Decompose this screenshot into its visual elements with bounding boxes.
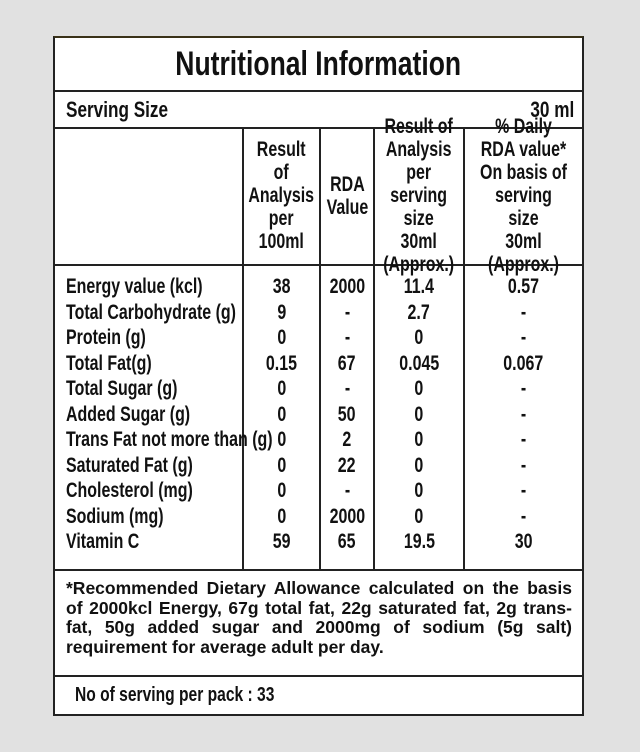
- table-row: [55, 377, 582, 403]
- table-row: [55, 326, 582, 352]
- table-row: [55, 479, 582, 505]
- daily-rda-percent: [465, 479, 582, 503]
- rda-value: [321, 505, 373, 529]
- rda-value: [321, 326, 373, 350]
- rda-footnote-text: *Recommended Dietary Allowance calculated on the basis of 2000kcl Energy, 67g total fat, 22g saturated fat, 2g trans-fat, 50g added sugar and 2000mg of sodium (5g salt) requirement for average adult per day.: [66, 578, 572, 657]
- daily-rda-percent-text: -: [520, 402, 527, 426]
- rda-value-text: -: [344, 479, 350, 502]
- value-per-serving: [375, 301, 463, 325]
- header-per-serving: [375, 115, 463, 276]
- rda-value: [321, 530, 373, 554]
- daily-rda-percent: [465, 326, 582, 350]
- nutrient-name: [66, 454, 242, 478]
- table-row: [55, 530, 582, 556]
- rda-value: [321, 403, 373, 427]
- value-per-100ml-text: 0.15: [265, 351, 298, 375]
- nutrient-name-text: Total Fat(g): [66, 351, 152, 375]
- nutrient-name: [66, 530, 242, 554]
- table-row: [55, 428, 582, 454]
- value-per-serving: [375, 275, 463, 299]
- serving-size-label-text: Serving Size: [66, 97, 169, 122]
- value-per-100ml-text: 0: [277, 428, 286, 451]
- nutrient-rows: [55, 275, 582, 556]
- rda-value-text: -: [344, 326, 350, 349]
- value-per-100ml-text: 0: [277, 453, 286, 477]
- header-per-100ml: [244, 127, 319, 264]
- value-per-100ml-text: 0: [277, 326, 286, 349]
- rda-value: [321, 352, 373, 376]
- value-per-serving: [375, 454, 463, 478]
- daily-rda-percent-text: -: [520, 453, 527, 477]
- table-row: [55, 352, 582, 378]
- rda-value-text: 67: [338, 351, 356, 375]
- header-rda-value: [321, 127, 373, 264]
- header-daily-rda-text: % Daily RDA value* On basis of serving size 30ml (Approx.): [480, 115, 567, 276]
- nutrient-name-text: Energy value (kcl): [66, 275, 203, 298]
- daily-rda-percent-text: -: [520, 300, 527, 324]
- value-per-serving: [375, 352, 463, 376]
- value-per-serving-text: 0: [414, 453, 424, 477]
- value-per-serving-text: 11.4: [403, 275, 435, 298]
- header-nutrient: [55, 127, 242, 264]
- daily-rda-percent: [465, 275, 582, 299]
- nutrient-name-text: Trans Fat not more than (g): [66, 428, 273, 451]
- daily-rda-percent: [465, 530, 582, 554]
- daily-rda-percent-text: 0.067: [503, 351, 544, 375]
- serving-size-value-text: 30 ml: [530, 97, 574, 122]
- daily-rda-percent-text: 30: [514, 530, 533, 553]
- rda-value: [321, 479, 373, 503]
- nutrition-label: [53, 36, 584, 716]
- value-per-serving: [375, 377, 463, 401]
- value-per-100ml-text: 59: [272, 530, 291, 553]
- value-per-100ml-text: 38: [272, 275, 291, 298]
- rda-value: [321, 301, 373, 325]
- servings-per-pack-text: No of serving per pack : 33: [75, 684, 275, 706]
- nutrient-name: [66, 275, 242, 299]
- nutrient-name: [66, 403, 242, 427]
- daily-rda-percent: [465, 377, 582, 401]
- daily-rda-percent: [465, 403, 582, 427]
- value-per-serving-text: 0: [414, 428, 424, 451]
- nutrient-name: [66, 428, 273, 452]
- value-per-100ml: [244, 428, 319, 452]
- rda-value: [321, 377, 373, 401]
- nutrient-name: [66, 326, 242, 350]
- nutrient-name-text: Vitamin C: [66, 530, 140, 553]
- value-per-serving: [375, 326, 463, 350]
- servings-per-pack-row: [55, 675, 582, 716]
- value-per-100ml: [244, 301, 319, 325]
- value-per-serving-text: 0: [414, 326, 424, 349]
- value-per-serving-text: 0: [414, 377, 424, 400]
- value-per-100ml-text: 0: [277, 402, 286, 426]
- daily-rda-percent-text: -: [520, 479, 527, 502]
- value-per-100ml: [244, 530, 319, 554]
- value-per-serving: [375, 505, 463, 529]
- serving-size-label: [66, 97, 197, 123]
- daily-rda-percent: [465, 301, 582, 325]
- header-rda-value-text: RDA Value: [326, 172, 368, 219]
- value-per-serving-text: 0: [414, 402, 424, 426]
- table-row: [55, 454, 582, 480]
- daily-rda-percent-text: 0.57: [507, 275, 540, 298]
- rda-value: [321, 428, 373, 452]
- nutrient-name-text: Total Sugar (g): [66, 377, 178, 400]
- value-per-100ml: [244, 275, 319, 299]
- value-per-100ml: [244, 352, 319, 376]
- table-row: [55, 403, 582, 429]
- value-per-serving-text: 2.7: [407, 300, 431, 324]
- value-per-100ml: [244, 454, 319, 478]
- nutrient-name-text: Sodium (mg): [66, 504, 164, 528]
- servings-per-pack: [75, 684, 331, 707]
- daily-rda-percent-text: -: [520, 428, 527, 451]
- nutrient-name: [66, 377, 242, 401]
- label-title: [55, 45, 582, 84]
- value-per-100ml-text: 9: [277, 300, 286, 324]
- nutrition-table: [55, 115, 582, 571]
- rda-value-text: -: [344, 300, 350, 324]
- value-per-100ml: [244, 479, 319, 503]
- rda-value-text: 50: [338, 402, 356, 426]
- value-per-serving-text: 0.045: [399, 351, 439, 375]
- header-daily-rda: [465, 115, 582, 276]
- table-row: [55, 505, 582, 531]
- value-per-100ml: [244, 377, 319, 401]
- value-per-serving: [375, 428, 463, 452]
- daily-rda-percent: [465, 505, 582, 529]
- value-per-100ml-text: 0: [277, 504, 286, 528]
- nutrient-name-text: Added Sugar (g): [66, 402, 191, 426]
- title-row: [55, 38, 582, 92]
- rda-footnote: [55, 569, 582, 677]
- value-per-100ml-text: 0: [277, 479, 286, 502]
- value-per-100ml: [244, 326, 319, 350]
- header-per-serving-text: Result of Analysis per serving size 30ml (Approx.): [383, 115, 455, 276]
- value-per-serving: [375, 403, 463, 427]
- rda-value-text: 2000: [329, 504, 365, 528]
- nutrient-name: [66, 301, 242, 325]
- daily-rda-percent: [465, 352, 582, 376]
- nutrient-name-text: Cholesterol (mg): [66, 479, 193, 502]
- table-row: [55, 301, 582, 327]
- table-row: [55, 275, 582, 301]
- nutrient-name-text: Total Carbohydrate (g): [66, 300, 236, 324]
- nutrient-name: [66, 479, 242, 503]
- value-per-100ml: [244, 403, 319, 427]
- nutrient-name: [66, 505, 242, 529]
- daily-rda-percent-text: -: [520, 377, 527, 400]
- rda-value: [321, 275, 373, 299]
- value-per-serving-text: 0: [414, 504, 424, 528]
- value-per-serving-text: 0: [414, 479, 424, 502]
- header-per-100ml-text: Result of Analysis per 100ml: [248, 138, 315, 253]
- value-per-serving-text: 19.5: [403, 530, 435, 553]
- nutrient-name: [66, 352, 242, 376]
- nutrient-name-text: Saturated Fat (g): [66, 453, 193, 477]
- daily-rda-percent-text: -: [520, 504, 527, 528]
- value-per-serving: [375, 530, 463, 554]
- rda-value-text: 2: [342, 428, 352, 451]
- rda-value: [321, 454, 373, 478]
- daily-rda-percent: [465, 454, 582, 478]
- label-title-text: Nutritional Information: [175, 45, 462, 83]
- value-per-serving: [375, 479, 463, 503]
- daily-rda-percent-text: -: [520, 326, 527, 349]
- daily-rda-percent: [465, 428, 582, 452]
- value-per-100ml-text: 0: [277, 377, 286, 400]
- rda-value-text: 2000: [329, 275, 365, 298]
- nutrient-name-text: Protein (g): [66, 326, 146, 349]
- rda-value-text: 22: [338, 453, 356, 477]
- value-per-100ml: [244, 505, 319, 529]
- rda-value-text: -: [344, 377, 350, 400]
- rda-value-text: 65: [338, 530, 356, 553]
